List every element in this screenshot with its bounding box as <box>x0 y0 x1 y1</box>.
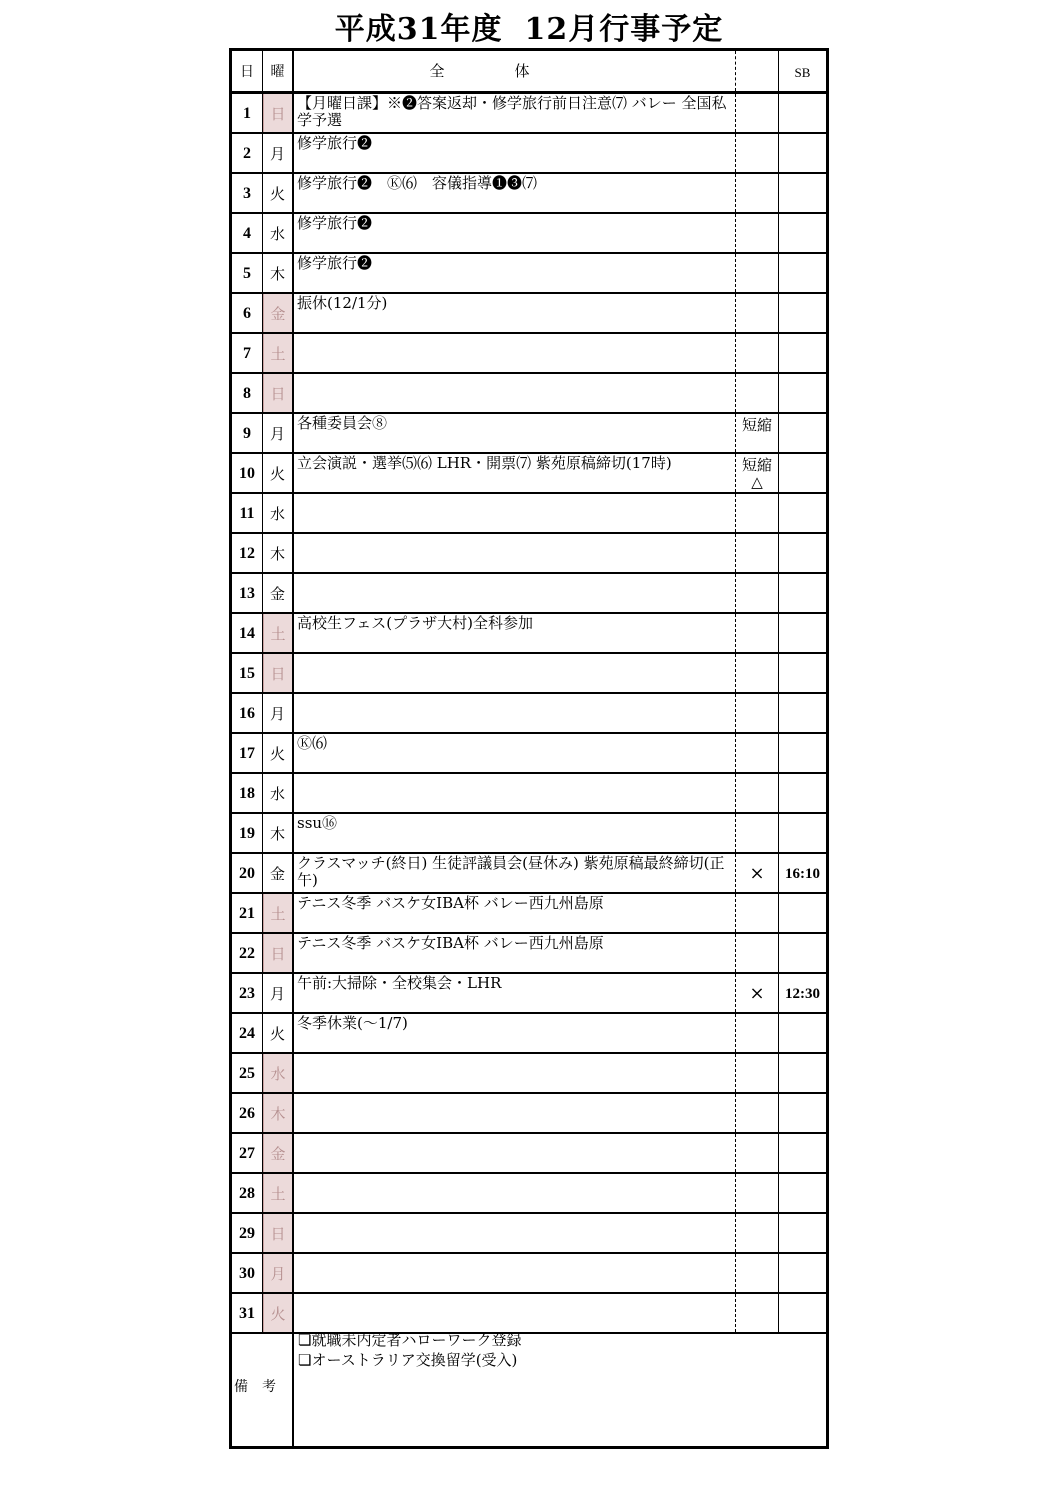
sb-cell <box>779 574 826 612</box>
mark-cell <box>736 494 779 532</box>
mark-cell: × <box>736 974 779 1012</box>
mark-cell <box>736 1174 779 1212</box>
remarks-item: ❏就職未内定者ハローワーク登録 <box>298 1331 522 1349</box>
event-cell: 修学旅行❷ Ⓚ⑹ 容儀指導❶❸⑺ <box>294 174 736 212</box>
weekday-cell: 土 <box>263 1174 294 1212</box>
day-number: 1 <box>232 94 263 132</box>
mark-cell <box>736 734 779 772</box>
event-cell <box>294 374 736 412</box>
sb-cell <box>779 334 826 372</box>
mark-cell <box>736 214 779 252</box>
sb-cell <box>779 894 826 932</box>
sb-cell <box>779 734 826 772</box>
day-number: 27 <box>232 1134 263 1172</box>
weekday-cell: 月 <box>263 134 294 172</box>
sb-cell <box>779 614 826 652</box>
table-row <box>232 214 826 254</box>
sb-cell: 12:30 <box>785 986 820 1002</box>
weekday-cell: 金 <box>263 574 294 612</box>
event-cell <box>294 654 736 692</box>
event-cell: 【月曜日課】※❷答案返却・修学旅行前日注意⑺ バレー 全国私学予選 <box>294 94 736 132</box>
event-cell <box>294 494 736 532</box>
weekday-cell: 木 <box>263 1094 294 1132</box>
weekday-cell: 日 <box>263 1214 294 1252</box>
mark-cell <box>736 134 779 172</box>
mark-cell <box>736 654 779 692</box>
day-number: 5 <box>232 254 263 292</box>
day-number: 25 <box>232 1054 263 1092</box>
sb-cell <box>779 1094 826 1132</box>
mark-cell <box>736 614 779 652</box>
sb-cell <box>779 694 826 732</box>
page-title <box>0 4 1058 48</box>
event-cell: 修学旅行❷ <box>294 214 736 252</box>
mark-cell <box>736 894 779 932</box>
table-row <box>232 1014 826 1054</box>
sb-cell <box>779 1014 826 1052</box>
day-number: 28 <box>232 1174 263 1212</box>
event-cell <box>294 774 736 812</box>
schedule-table <box>229 48 829 1449</box>
weekday-cell: 月 <box>263 974 294 1012</box>
sb-cell <box>779 414 826 452</box>
table-header <box>232 51 826 94</box>
sb-cell <box>779 294 826 332</box>
weekday-cell: 金 <box>263 854 294 892</box>
event-cell: 修学旅行❷ <box>294 254 736 292</box>
day-number: 31 <box>232 1294 263 1332</box>
weekday-cell: 水 <box>263 214 294 252</box>
day-number: 6 <box>232 294 263 332</box>
day-number: 20 <box>232 854 263 892</box>
weekday-cell: 水 <box>263 774 294 812</box>
table-row <box>232 934 826 974</box>
mark-cell <box>736 94 779 132</box>
weekday-cell: 火 <box>263 1294 294 1332</box>
event-cell: クラスマッチ(終日) 生徒評議員会(昼休み) 紫苑原稿最終締切(正午) <box>294 854 736 892</box>
header-weekday: 曜 <box>263 51 294 91</box>
table-row <box>232 1214 826 1254</box>
header-sb: SB <box>794 65 811 80</box>
event-cell <box>294 534 736 572</box>
table-row <box>232 374 826 414</box>
day-number: 21 <box>232 894 263 932</box>
table-row <box>232 1254 826 1294</box>
weekday-cell: 火 <box>263 454 294 492</box>
day-number: 19 <box>232 814 263 852</box>
table-row <box>232 814 826 854</box>
table-row <box>232 94 826 134</box>
event-cell: ssu⑯ <box>294 814 736 852</box>
table-row <box>232 294 826 334</box>
day-number: 9 <box>232 414 263 452</box>
sb-cell <box>779 1214 826 1252</box>
weekday-cell: 日 <box>263 934 294 972</box>
header-events: 全体 <box>294 51 736 91</box>
sb-cell <box>779 254 826 292</box>
weekday-cell: 火 <box>263 1014 294 1052</box>
weekday-cell: 日 <box>263 94 294 132</box>
weekday-cell: 木 <box>263 814 294 852</box>
mark-cell <box>736 174 779 212</box>
table-row <box>232 774 826 814</box>
event-cell <box>294 1174 736 1212</box>
table-row <box>232 974 826 1014</box>
mark-cell <box>736 774 779 812</box>
mark-cell <box>736 574 779 612</box>
remarks-body <box>298 1330 818 1370</box>
table-row <box>232 614 826 654</box>
day-number: 22 <box>232 934 263 972</box>
weekday-cell: 日 <box>263 654 294 692</box>
weekday-cell: 金 <box>263 294 294 332</box>
table-row <box>232 414 826 454</box>
table-row <box>232 134 826 174</box>
sb-cell <box>779 934 826 972</box>
mark-cell <box>736 1014 779 1052</box>
day-number: 3 <box>232 174 263 212</box>
sb-cell <box>779 134 826 172</box>
weekday-cell: 木 <box>263 254 294 292</box>
table-row <box>232 734 826 774</box>
remarks-section <box>232 1329 826 1446</box>
sb-cell <box>779 1174 826 1212</box>
mark-cell <box>736 374 779 412</box>
event-cell <box>294 1094 736 1132</box>
mark-cell <box>736 1214 779 1252</box>
sb-cell <box>779 1254 826 1292</box>
event-cell: 高校生フェス(プラザ大村)全科参加 <box>294 614 736 652</box>
table-row <box>232 1294 826 1334</box>
day-number: 2 <box>232 134 263 172</box>
mark-cell: 短縮 <box>736 414 779 452</box>
sb-cell <box>779 494 826 532</box>
table-row <box>232 1054 826 1094</box>
table-row <box>232 894 826 934</box>
sb-cell <box>779 374 826 412</box>
day-number: 12 <box>232 534 263 572</box>
sb-cell: 16:10 <box>785 866 820 882</box>
mark-cell <box>736 334 779 372</box>
sb-cell <box>779 94 826 132</box>
mark-cell <box>736 814 779 852</box>
event-cell <box>294 1214 736 1252</box>
table-row <box>232 1174 826 1214</box>
mark-cell <box>736 534 779 572</box>
event-cell <box>294 694 736 732</box>
weekday-cell: 金 <box>263 1134 294 1172</box>
sb-cell <box>779 1294 826 1332</box>
day-number: 16 <box>232 694 263 732</box>
sb-cell <box>779 814 826 852</box>
day-number: 14 <box>232 614 263 652</box>
mark-cell <box>736 1254 779 1292</box>
mark-cell <box>736 254 779 292</box>
sb-cell <box>779 774 826 812</box>
event-cell: 各種委員会⑧ <box>294 414 736 452</box>
table-row <box>232 534 826 574</box>
mark-cell <box>736 1094 779 1132</box>
mark-cell: 短縮 △ <box>736 454 779 492</box>
day-number: 8 <box>232 374 263 412</box>
mark-cell <box>736 1294 779 1332</box>
table-row <box>232 694 826 734</box>
sb-cell <box>779 1054 826 1092</box>
event-cell <box>294 1294 736 1332</box>
sb-cell <box>779 174 826 212</box>
day-number: 18 <box>232 774 263 812</box>
weekday-cell: 水 <box>263 494 294 532</box>
event-cell <box>294 1254 736 1292</box>
weekday-cell: 月 <box>263 414 294 452</box>
remarks-item: ❏オーストラリア交換留学(受入) <box>298 1351 518 1369</box>
table-row <box>232 654 826 694</box>
weekday-cell: 月 <box>263 1254 294 1292</box>
event-cell <box>294 1134 736 1172</box>
event-cell <box>294 1054 736 1092</box>
event-cell: 立会演説・選挙⑸⑹ LHR・開票⑺ 紫苑原稿締切(17時) <box>294 454 736 492</box>
event-cell: Ⓚ⑹ <box>294 734 736 772</box>
weekday-cell: 月 <box>263 694 294 732</box>
day-number: 30 <box>232 1254 263 1292</box>
sb-cell <box>779 214 826 252</box>
table-row <box>232 1134 826 1174</box>
table-row <box>232 334 826 374</box>
day-number: 24 <box>232 1014 263 1052</box>
day-number: 10 <box>232 454 263 492</box>
weekday-cell: 土 <box>263 334 294 372</box>
table-row <box>232 494 826 534</box>
day-number: 29 <box>232 1214 263 1252</box>
event-cell: テニス冬季 バスケ女IBA杯 バレー西九州島原 <box>294 894 736 932</box>
title-month: 12月行事予定 <box>524 12 724 47</box>
event-cell: 午前:大掃除・全校集会・LHR <box>294 974 736 1012</box>
remarks-label: 備考 <box>232 1329 294 1446</box>
mark-cell <box>736 694 779 732</box>
title-year: 平成31年度 <box>334 12 503 47</box>
event-cell <box>294 574 736 612</box>
weekday-cell: 日 <box>263 374 294 412</box>
day-number: 13 <box>232 574 263 612</box>
weekday-cell: 火 <box>263 734 294 772</box>
weekday-cell: 土 <box>263 894 294 932</box>
sb-cell <box>779 654 826 692</box>
day-number: 11 <box>232 494 263 532</box>
mark-cell <box>736 1054 779 1092</box>
day-number: 17 <box>232 734 263 772</box>
weekday-cell: 土 <box>263 614 294 652</box>
sb-cell <box>779 454 826 492</box>
mark-cell <box>736 934 779 972</box>
day-number: 15 <box>232 654 263 692</box>
weekday-cell: 木 <box>263 534 294 572</box>
day-number: 4 <box>232 214 263 252</box>
mark-cell <box>736 294 779 332</box>
table-row <box>232 1094 826 1134</box>
table-row <box>232 254 826 294</box>
mark-cell <box>736 1134 779 1172</box>
day-number: 23 <box>232 974 263 1012</box>
weekday-cell: 水 <box>263 1054 294 1092</box>
header-mark <box>736 51 779 91</box>
event-cell: 振休(12/1分) <box>294 294 736 332</box>
event-cell: 冬季休業(～1/7) <box>294 1014 736 1052</box>
header-day: 日 <box>232 51 263 91</box>
event-cell: 修学旅行❷ <box>294 134 736 172</box>
event-cell: テニス冬季 バスケ女IBA杯 バレー西九州島原 <box>294 934 736 972</box>
table-row <box>232 174 826 214</box>
table-row <box>232 574 826 614</box>
weekday-cell: 火 <box>263 174 294 212</box>
table-row <box>232 854 826 894</box>
event-cell <box>294 334 736 372</box>
mark-cell: × <box>736 854 779 892</box>
day-number: 26 <box>232 1094 263 1132</box>
sb-cell <box>779 534 826 572</box>
table-row <box>232 454 826 494</box>
day-number: 7 <box>232 334 263 372</box>
sb-cell <box>779 1134 826 1172</box>
